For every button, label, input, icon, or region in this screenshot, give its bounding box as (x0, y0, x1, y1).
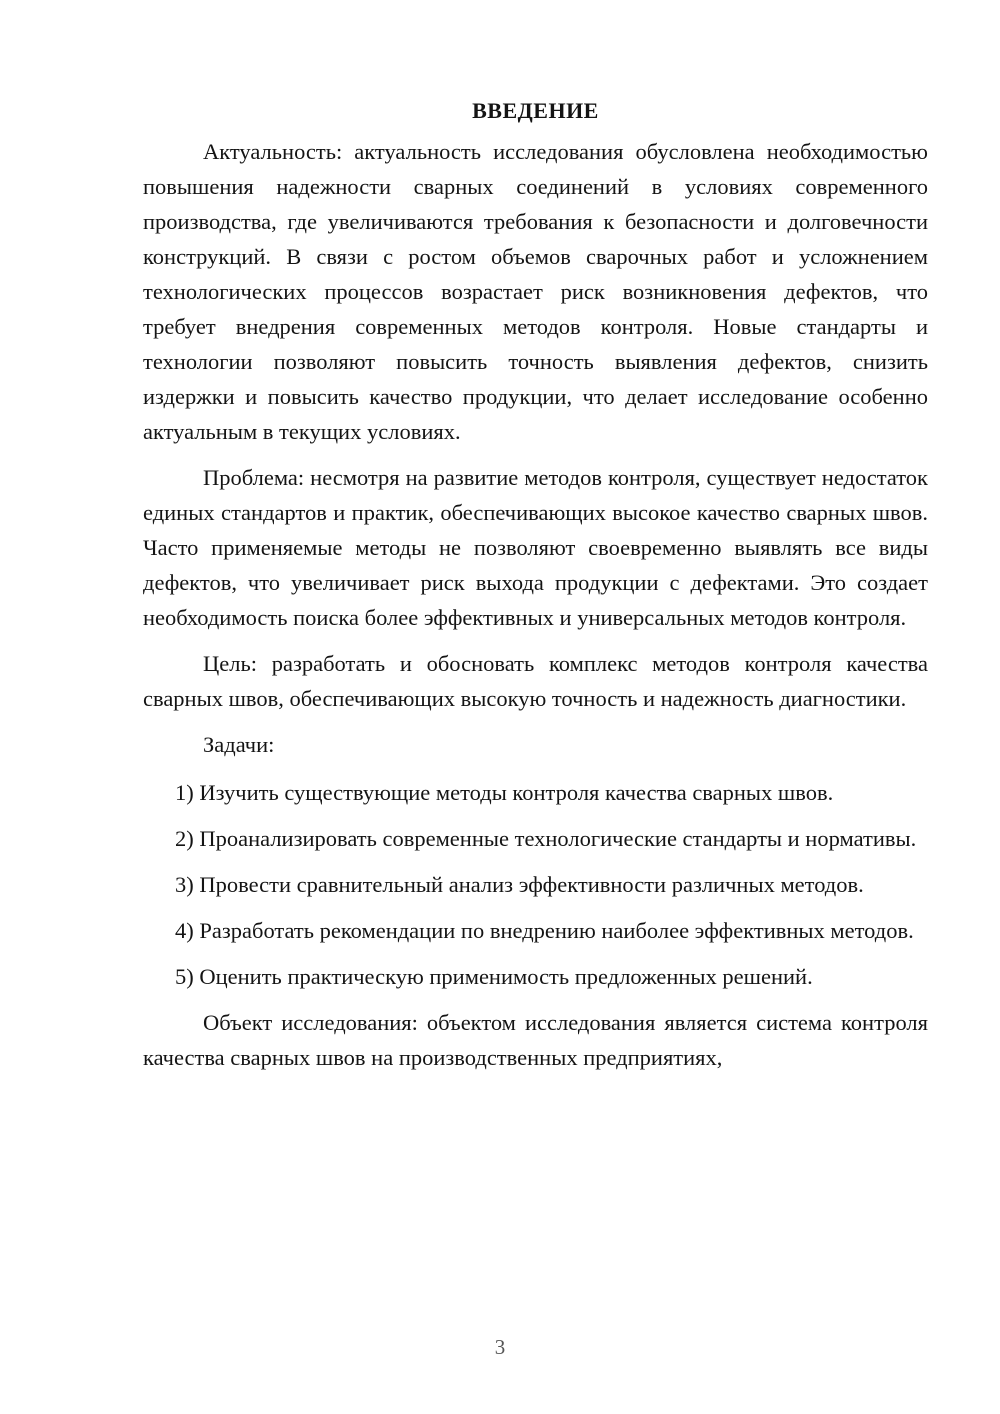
task-item: 5) Оценить практическую применимость предложенных решений. (175, 964, 813, 989)
paragraph-goal: Цель: разработать и обосновать комплекс методов контроля качества сварных швов, обеспечивающих высокую точность и надежность диагностики. (143, 651, 928, 711)
page-number: 3 (494, 1335, 506, 1359)
paragraph-object: Объект исследования: объектом исследования является система контроля качества сварных швов на производственных предприятиях, (143, 1010, 928, 1070)
paragraph-problem: Проблема: несмотря на развитие методов контроля, существует недостаток единых стандартов и практик, обеспечивающих высокое качество сварных швов. Часто применяемые методы не позволяют своевременно выявлять все виды дефектов, что увеличивает риск выхода продукции с дефектами. Это создает необходимость поиска более эффективных и универсальных методов контроля. (143, 465, 928, 630)
task-item: 2) Проанализировать современные технологические стандарты и нормативы. (175, 826, 917, 851)
task-item: 3) Провести сравнительный анализ эффективности различных методов. (175, 872, 864, 897)
task-item: 1) Изучить существующие методы контроля качества сварных швов. (175, 780, 834, 805)
task-item: 4) Разработать рекомендации по внедрению наиболее эффективных методов. (175, 918, 914, 943)
tasks-heading: Задачи: (203, 732, 275, 757)
section-title: ВВЕДЕНИЕ (472, 98, 599, 123)
page-content (143, 96, 928, 1086)
paragraph-relevance: Актуальность: актуальность исследования обусловлена необходимостью повышения надежности сварных соединений в условиях современного производства, где увеличиваются требования к безопасности и долговечности конструкций. В связи с ростом объемов сварочных работ и усложнением технологических процессов возрастает риск возникновения дефектов, что требует внедрения современных методов контроля. Новые стандарты и технологии позволяют повысить точность выявления дефектов, снизить издержки и повысить качество продукции, что делает исследование особенно актуальным в текущих условиях. (143, 139, 928, 444)
